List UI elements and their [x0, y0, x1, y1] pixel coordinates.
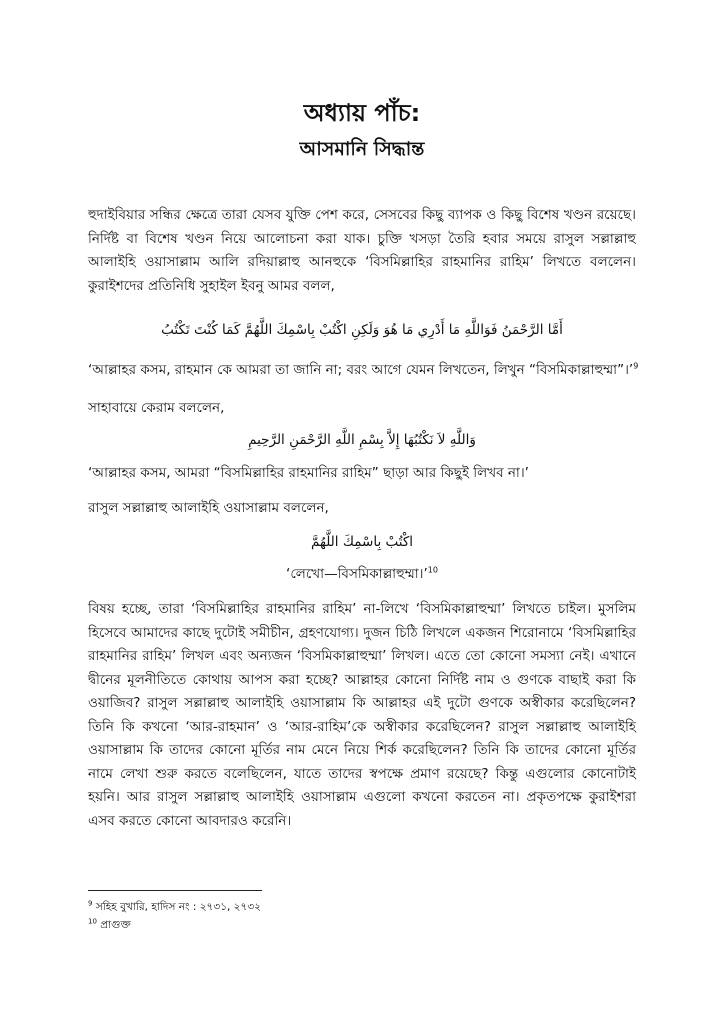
prophet-said-line: রাসুল সল্লাল্লাহু আলাইহি ওয়াসাল্লাম বললেন,: [88, 500, 329, 516]
sahaba-said-line: সাহাবায়ে কেরাম বললেন,: [88, 400, 225, 416]
intro-paragraph: হুদাইবিয়ার সন্ধির ক্ষেত্রে তারা যেসব যুক্তি পেশ করে, সেসবের কিছু ব্যাপক ও কিছু বিশেষ খণ্ডন রয়েছে। নির্দিষ্ট বা বিশেষ খণ্ডন নিয়ে আলোচনা করা যাক। চুক্তি খসড়া তৈরি হবার সময়ে রাসুল সল্লাল্লাহু আলাইহি ওয়াসাল্লাম আলি রদিয়াল্লাহু আনহুকে ‘বিসমিল্লাহির রাহমানির রাহিম’ লিখতে বললেন। কুরাইশদের প্রতিনিধি সুহাইল ইবনু আমর বলল,: [88, 207, 636, 294]
discussion-paragraph: বিষয় হচ্ছে, তারা ‘বিসমিল্লাহির রাহমানির রাহিম’ না-লিখে ‘বিসমিকাল্লাহুম্মা’ লিখতে চাইল। মুসলিম হিসেবে আমাদের কাছে দুটোই সমীচীন, গ্রহণযোগ্য। দুজন চিঠি লিখলে একজন শিরোনামে ‘বিসমিল্লাহির রাহমানির রাহিম’ লিখল এবং অন্যজন ‘বিসমিকাল্লাহুম্মা’ লিখল। এতে তো কোনো সমস্যা নেই। এখানে দ্বীনের মূলনীতিতে কোথায় আপস করা হচ্ছে? আল্লাহর কোনো নির্দিষ্ট নাম ও গুণকে বাছাই করা কি ওয়াজিব? রাসুল সল্লাল্লাহু আলাইহি ওয়াসাল্লাম কি আল্লাহর এই দুটো গুণকে অস্বীকার করেছিলেন? তিনি কি কখনো ‘আর-রাহমান’ ও ‘আর-রাহিম’কে অস্বীকার করেছিলেন? রাসুল সল্লাল্লাহু আলাইহি ওয়াসাল্লাম কি তাদের কোনো মূর্তির নাম মেনে নিয়ে শির্ক করেছিলেন? তিনি কি তাদের কোনো মূর্তির নামে লেখা শুরু করতে বলেছিলেন, যাতে তাদের স্বপক্ষে প্রমাণ রয়েছে? কিন্তু এগুলোর কোনোটাই হয়নি। আর রাসুল সল্লাল্লাহু আলাইহি ওয়াসাল্লাম এগুলো কখনো করতেন না। প্রকৃতপক্ষে কুরাইশরা এসব করতে কোনো আবদারও করেনি।: [88, 601, 636, 829]
footnote-9: [88, 900, 261, 914]
translation-3-text: ‘লেখো—বিসমিকাল্লাহুম্মা।’: [286, 566, 428, 582]
translation-3: [88, 564, 636, 584]
footnote-ref-9: 9: [633, 361, 639, 371]
footnote-divider: [88, 890, 262, 891]
arabic-quote-3: اكْتُبْ بِاسْمِكَ اللَّهُمَّ: [311, 534, 413, 550]
footnote-10-number: 10: [88, 917, 97, 926]
arabic-quote-1: أَمَّا الرَّحْمَنُ فَوَاللَّهِ مَا أَدْرِي مَا هُوَ وَلَكِنِ اكْتُبْ بِاسْمِكَ اللَّهُمَّ كَمَا كُنْتَ تَكْتُبُ: [161, 322, 563, 338]
chapter-subtitle: আসমানি সিদ্ধান্ত: [299, 138, 425, 160]
footnote-9-text: সহিহ বুখারি, হাদিস নং : ২৭৩১, ২৭৩২: [95, 901, 261, 913]
footnote-10-text: প্রাগুক্ত: [100, 919, 131, 931]
chapter-title: অধ্যায় পাঁচ:: [303, 99, 421, 127]
footnote-10: [88, 918, 131, 932]
translation-1: [88, 360, 639, 380]
translation-1-text: ‘আল্লাহর কসম, রাহমান কে আমরা তা জানি না; বরং আগে যেমন লিখতেন, লিখুন “বিসমিকাল্লাহুম্মা”।’: [88, 362, 634, 378]
footnote-9-number: 9: [88, 899, 93, 908]
translation-2: ‘আল্লাহর কসম, আমরা “বিসমিল্লাহির রাহমানির রাহিম” ছাড়া আর কিছুই লিখব না।’: [88, 465, 529, 481]
arabic-quote-2: وَاللَّهِ لاَ نَكْتُبُهَا إِلاَّ بِسْمِ اللَّهِ الرَّحْمَنِ الرَّحِيمِ: [248, 432, 476, 448]
footnote-ref-10: 10: [427, 565, 438, 575]
